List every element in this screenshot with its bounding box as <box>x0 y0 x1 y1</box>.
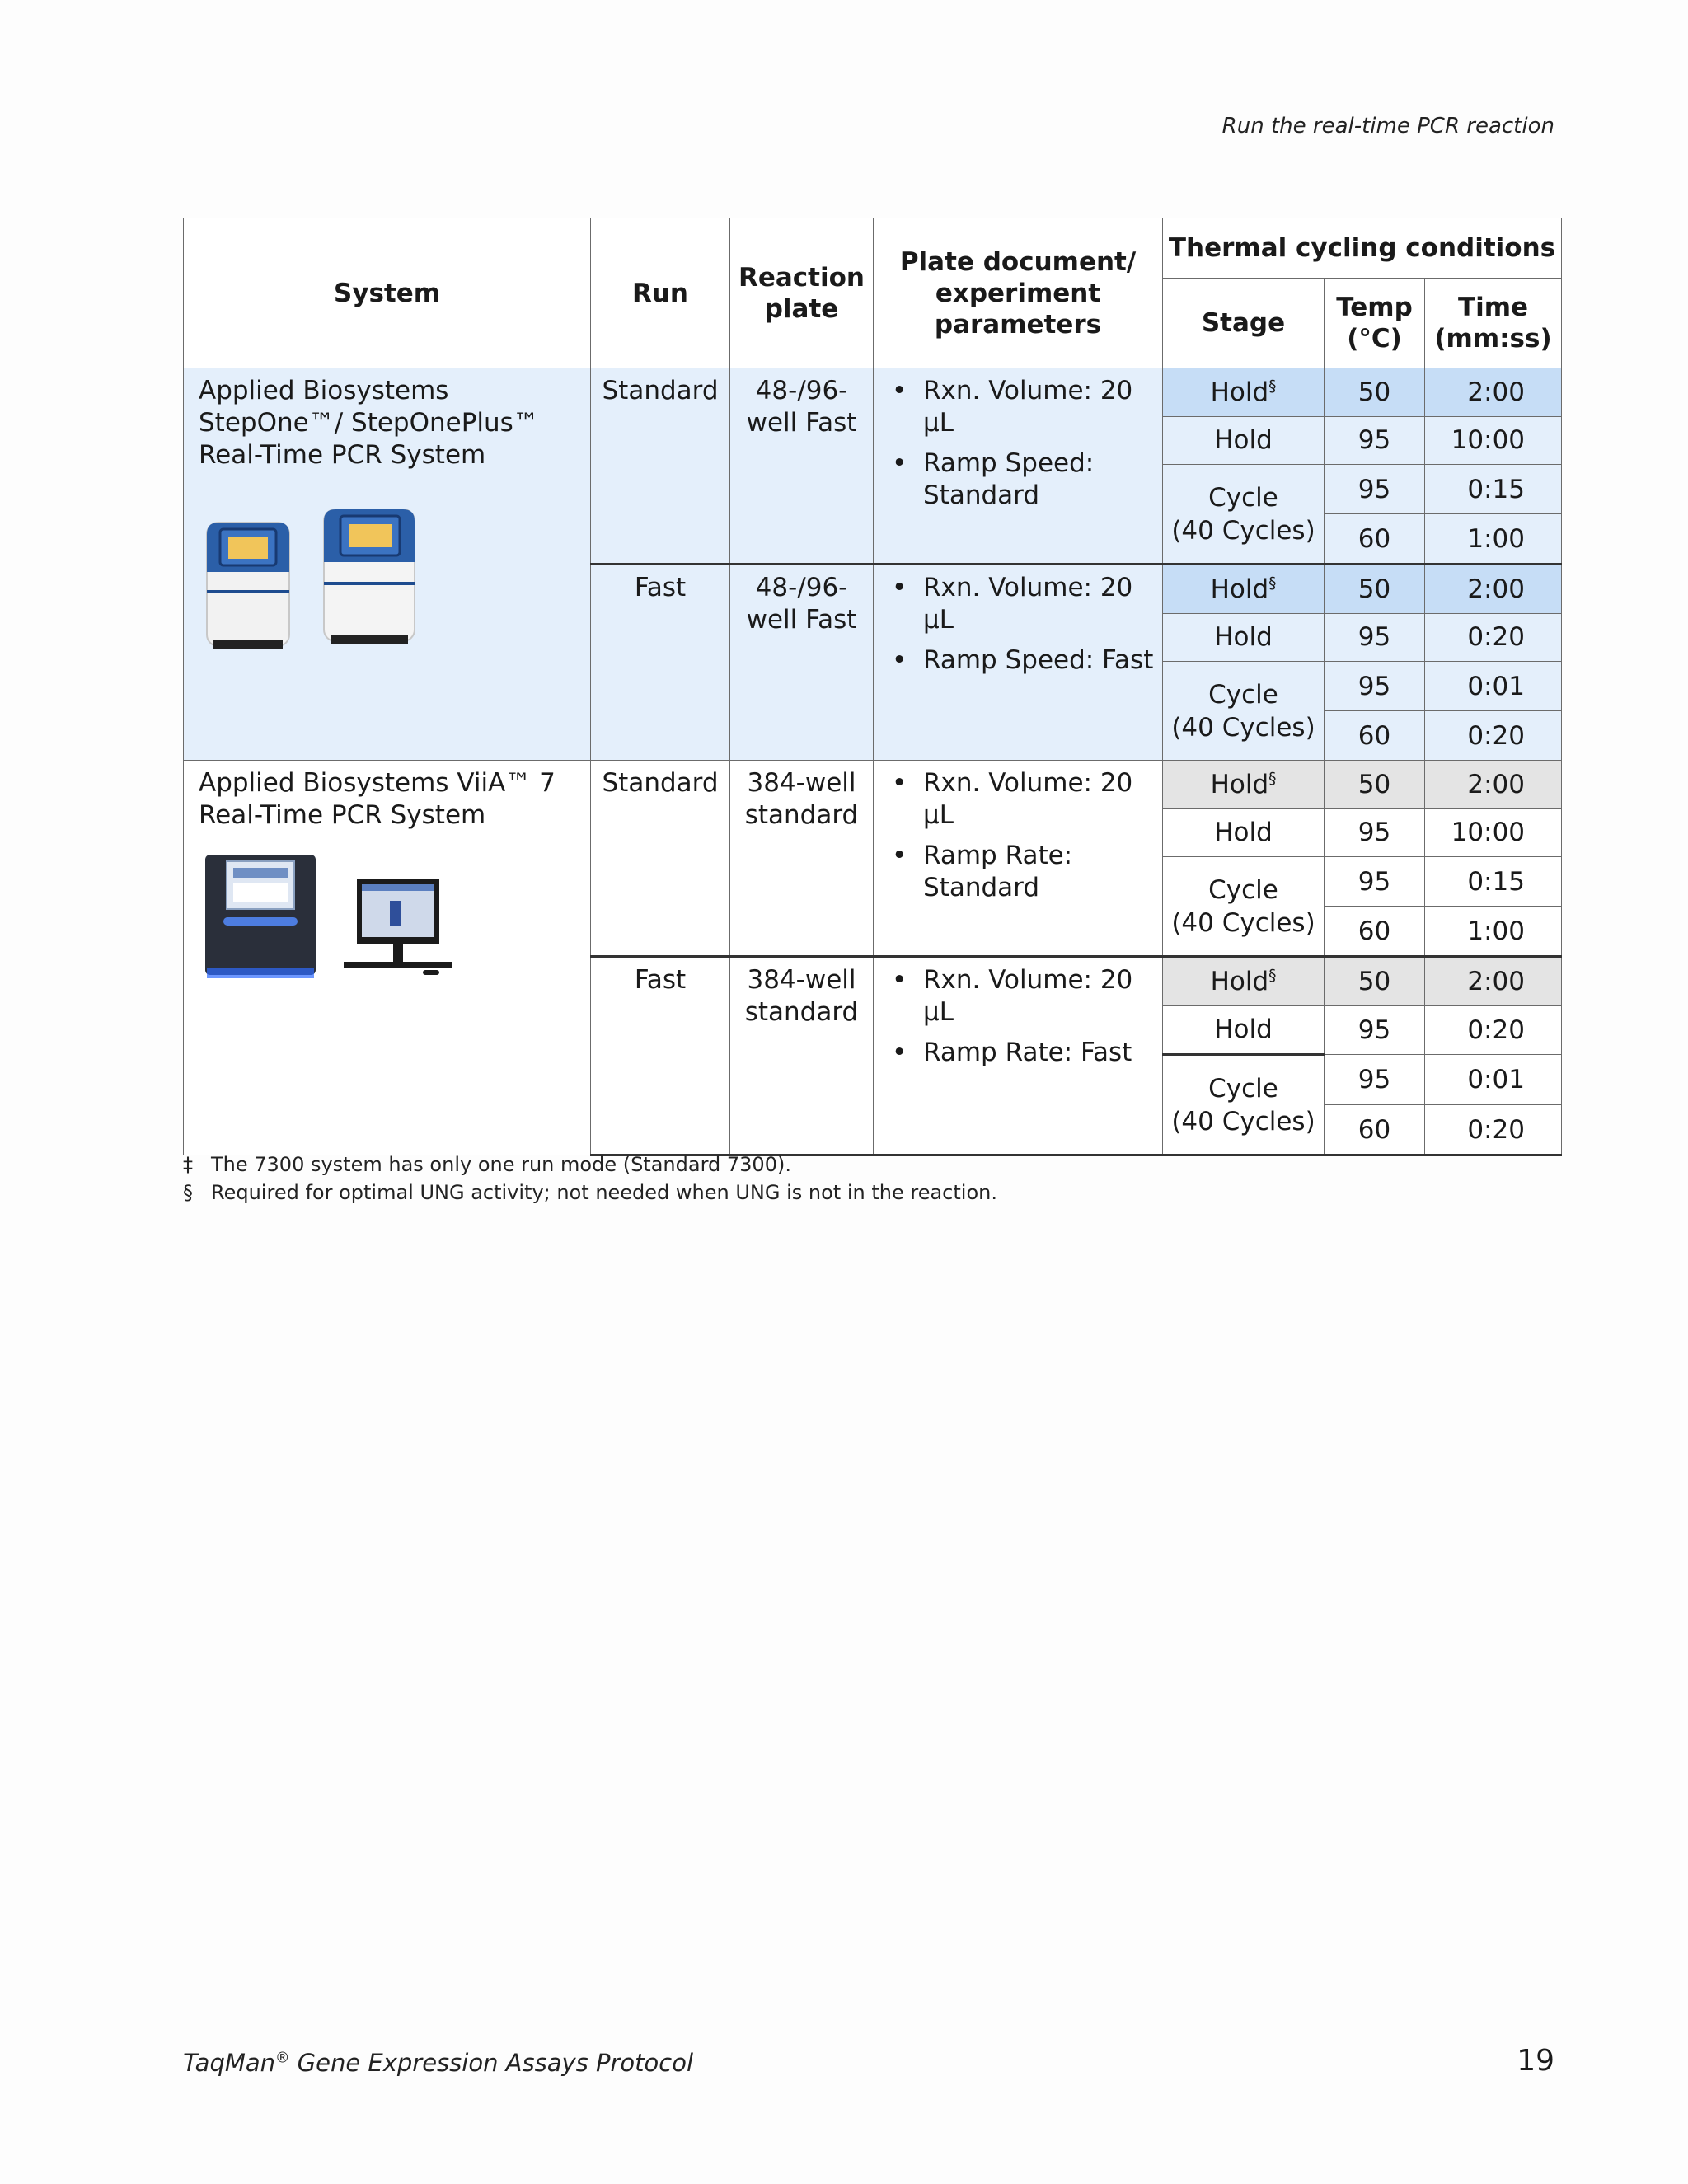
temp-cell: 95 <box>1325 857 1425 907</box>
footnote-text: The 7300 system has only one run mode (Standard 7300). <box>211 1153 791 1176</box>
time-cell: 0:20 <box>1425 1005 1562 1055</box>
temp-cell: 95 <box>1325 416 1425 465</box>
stage-cell: Hold§ <box>1163 957 1325 1006</box>
footnote-text: Required for optimal UNG activity; not needed when UNG is not in the reaction. <box>211 1181 997 1204</box>
stage-cell: (40 Cycles) <box>1163 711 1325 761</box>
system-cell <box>184 368 591 761</box>
stage-cell: Cycle <box>1163 465 1325 514</box>
run-cell: Standard <box>591 761 730 957</box>
page-number: 19 <box>1517 2044 1554 2078</box>
footnote-mark: ‡ <box>183 1153 193 1176</box>
temp-cell: 60 <box>1325 1105 1425 1155</box>
stage-cell: Cycle <box>1163 662 1325 711</box>
time-cell: 2:00 <box>1425 761 1562 809</box>
system-cell <box>184 761 591 1155</box>
time-cell: 2:00 <box>1425 957 1562 1006</box>
footnote <box>183 1151 997 1179</box>
param-item: • Ramp Speed: Standard <box>889 448 1154 512</box>
running-head: Run the real-time PCR reaction <box>1221 114 1554 138</box>
stepone-instrument-image <box>199 498 298 654</box>
params-cell <box>874 565 1163 761</box>
table-row <box>184 368 1562 417</box>
temp-cell: 50 <box>1325 565 1425 614</box>
stage-cell: (40 Cycles) <box>1163 1105 1325 1155</box>
viia7-instrument-image <box>199 850 322 982</box>
footnote-mark: § <box>183 1181 193 1204</box>
system-name: Applied Biosystems StepOne™/ StepOnePlus™ Real-Time PCR System <box>199 376 539 470</box>
time-cell: 0:01 <box>1425 662 1562 711</box>
param-item: • Rxn. Volume: 20 µL <box>889 572 1154 636</box>
params-cell <box>874 368 1163 565</box>
temp-cell: 50 <box>1325 957 1425 1006</box>
stage-cell: (40 Cycles) <box>1163 514 1325 565</box>
stage-cell: Hold <box>1163 613 1325 662</box>
stage-cell: Hold§ <box>1163 761 1325 809</box>
param-item: • Rxn. Volume: 20 µL <box>889 375 1154 439</box>
header-time: Time (mm:ss) <box>1425 279 1562 368</box>
computer-monitor-image <box>340 874 456 982</box>
time-cell: 1:00 <box>1425 907 1562 957</box>
footnotes <box>183 1151 997 1207</box>
time-cell: 2:00 <box>1425 565 1562 614</box>
stepone-plus-instrument-image <box>316 490 423 654</box>
time-cell: 0:01 <box>1425 1055 1562 1105</box>
system-name: Applied Biosystems ViiA™ 7 Real-Time PCR System <box>199 768 556 830</box>
temp-cell: 95 <box>1325 808 1425 857</box>
param-item: • Rxn. Volume: 20 µL <box>889 964 1154 1029</box>
time-cell: 0:20 <box>1425 711 1562 761</box>
param-item: • Ramp Rate: Standard <box>889 840 1154 904</box>
params-cell <box>874 957 1163 1155</box>
footnote <box>183 1179 997 1207</box>
time-cell: 0:20 <box>1425 1105 1562 1155</box>
plate-cell: 384-well standard <box>730 957 874 1155</box>
param-item: • Ramp Rate: Fast <box>889 1037 1154 1069</box>
viia7-instrument-images <box>199 850 575 982</box>
temp-cell: 95 <box>1325 465 1425 514</box>
param-item: • Ramp Speed: Fast <box>889 644 1154 677</box>
header-reaction-plate: Reaction plate <box>730 218 874 368</box>
temp-cell: 95 <box>1325 662 1425 711</box>
temp-cell: 60 <box>1325 514 1425 565</box>
time-cell: 0:15 <box>1425 857 1562 907</box>
time-cell: 10:00 <box>1425 808 1562 857</box>
param-item: • Rxn. Volume: 20 µL <box>889 767 1154 832</box>
stage-cell: Cycle <box>1163 857 1325 907</box>
plate-cell: 48-/96-well Fast <box>730 368 874 565</box>
stepone-instrument-images <box>199 490 575 654</box>
temp-cell: 60 <box>1325 907 1425 957</box>
header-plate-params: Plate document/ experiment parameters <box>874 218 1163 368</box>
time-cell: 0:20 <box>1425 613 1562 662</box>
stage-cell: Hold <box>1163 808 1325 857</box>
temp-cell: 95 <box>1325 1005 1425 1055</box>
time-cell: 0:15 <box>1425 465 1562 514</box>
run-cell: Standard <box>591 368 730 565</box>
temp-cell: 60 <box>1325 711 1425 761</box>
header-temp: Temp (°C) <box>1325 279 1425 368</box>
header-thermal-conditions: Thermal cycling conditions <box>1163 218 1562 279</box>
temp-cell: 50 <box>1325 368 1425 417</box>
run-cell: Fast <box>591 957 730 1155</box>
footer-document-title: TaqMan® Gene Expression Assays Protocol <box>183 2049 693 2077</box>
plate-cell: 384-well standard <box>730 761 874 957</box>
stage-cell: Hold <box>1163 416 1325 465</box>
stage-cell: Hold§ <box>1163 565 1325 614</box>
table-row <box>184 761 1562 809</box>
time-cell: 1:00 <box>1425 514 1562 565</box>
time-cell: 10:00 <box>1425 416 1562 465</box>
stage-cell: Hold <box>1163 1005 1325 1055</box>
temp-cell: 95 <box>1325 613 1425 662</box>
params-cell <box>874 761 1163 957</box>
time-cell: 2:00 <box>1425 368 1562 417</box>
plate-cell: 48-/96-well Fast <box>730 565 874 761</box>
temp-cell: 50 <box>1325 761 1425 809</box>
run-cell: Fast <box>591 565 730 761</box>
stage-cell: Cycle <box>1163 1055 1325 1105</box>
header-stage: Stage <box>1163 279 1325 368</box>
stage-cell: (40 Cycles) <box>1163 907 1325 957</box>
temp-cell: 95 <box>1325 1055 1425 1105</box>
thermal-cycling-table <box>183 218 1562 1156</box>
stage-cell: Hold§ <box>1163 368 1325 417</box>
header-system: System <box>184 218 591 368</box>
header-run: Run <box>591 218 730 368</box>
